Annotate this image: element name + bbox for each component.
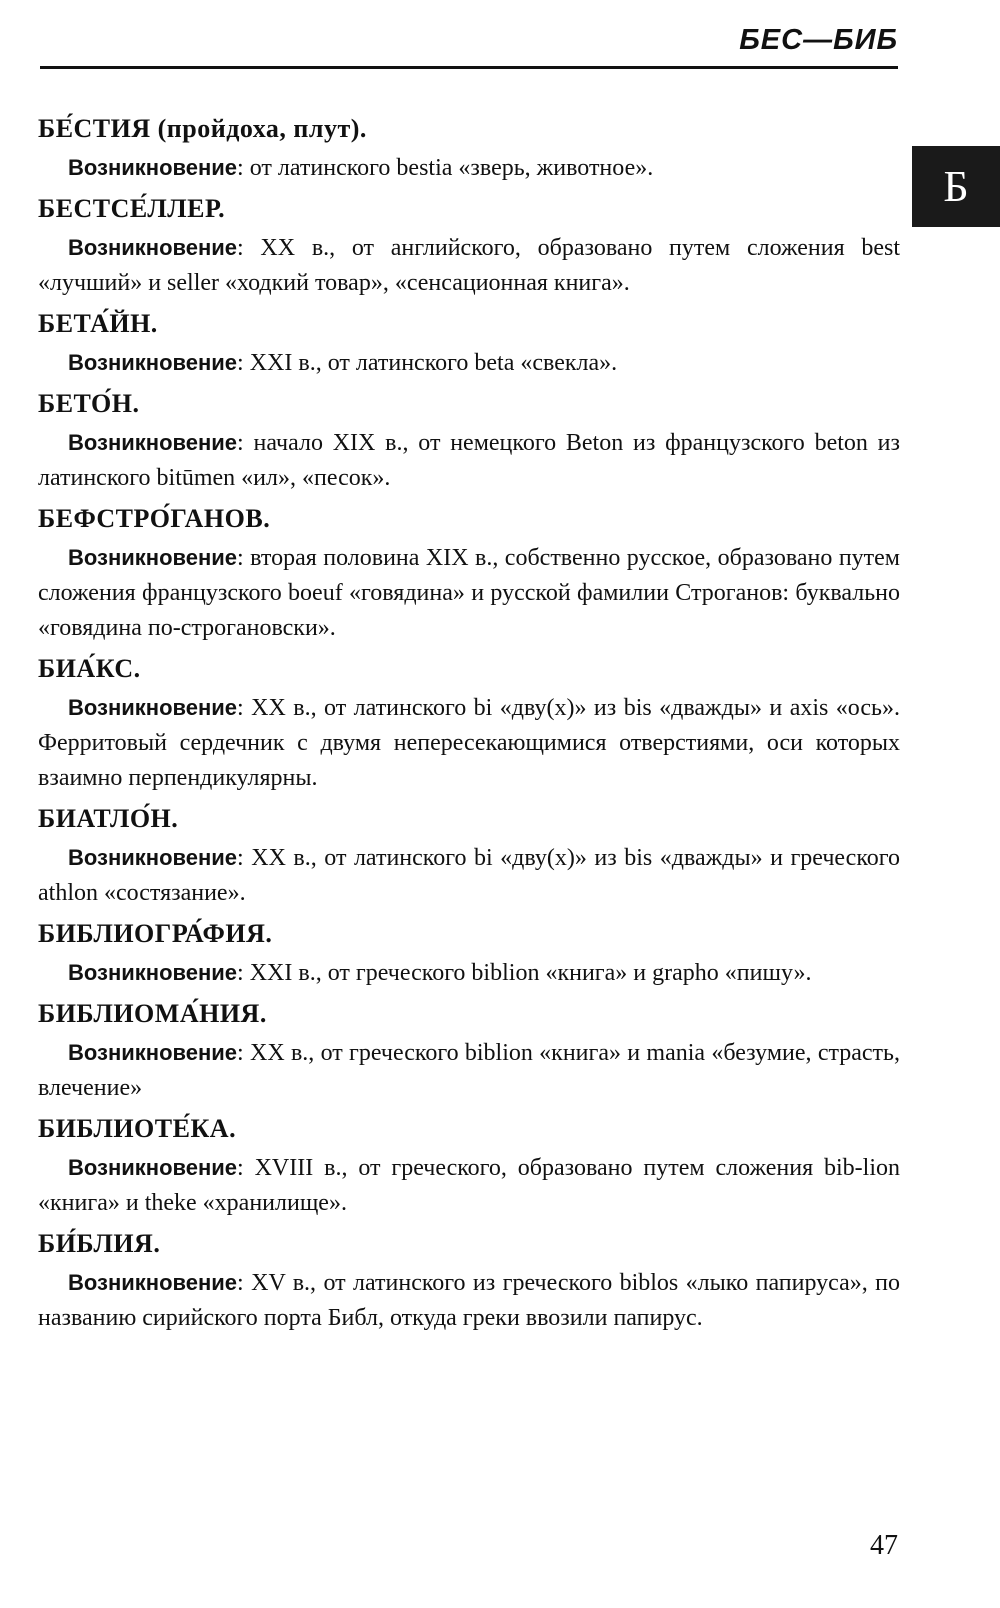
definition-text: : XVIII в., от греческого, образовано путем сложения bib-lion «книга» и theke «хранилище». xyxy=(38,1155,900,1216)
definition xyxy=(38,150,900,186)
origin-label: Возникновение xyxy=(68,430,238,455)
entry-biblioteka xyxy=(38,1112,900,1221)
headword: БИБЛИОТЕ́КА. xyxy=(38,1114,237,1143)
definition-text: : XX в., от латинского bi «дву(х)» из bis «дважды» и греческого athlon «состязание». xyxy=(38,845,900,906)
headword: БИБЛИОГРА́ФИЯ. xyxy=(38,919,273,948)
definition xyxy=(38,840,900,911)
definition xyxy=(38,1150,900,1221)
headword: БЕФСТРО́ГАНОВ. xyxy=(38,504,271,533)
definition-text: : XXI в., от греческого biblion «книга» и grapho «пишу». xyxy=(237,960,812,986)
origin-label: Возникновение xyxy=(68,545,238,570)
origin-label: Возникновение xyxy=(68,155,238,180)
header-rule xyxy=(40,66,898,69)
entry-beton xyxy=(38,387,900,496)
definition xyxy=(38,955,900,991)
definition-text: : XX в., от латинского bi «дву(х)» из bis «дважды» и axis «ось». Ферритовый сердечник с двумя непересекающимися отверстиями, оси которых взаимно перпендикулярны. xyxy=(38,695,900,791)
definition-text: : от латинского bestia «зверь, животное». xyxy=(237,155,654,181)
entry-bibliya xyxy=(38,1227,900,1336)
entry-bibliografiya xyxy=(38,917,900,991)
origin-label: Возникновение xyxy=(68,350,238,375)
entry-bestiya xyxy=(38,112,900,186)
running-head: БЕС—БИБ xyxy=(739,24,898,56)
definition xyxy=(38,230,900,301)
definition-text: : начало XIX в., от немецкого Beton из французского beton из латинского bitūmen «ил», «песок». xyxy=(38,430,900,491)
headword: БЕТО́Н. xyxy=(38,389,140,418)
headword: БЕ́СТИЯ (пройдоха, плут). xyxy=(38,114,367,143)
dictionary-entries xyxy=(38,112,900,1342)
origin-label: Возникновение xyxy=(68,695,238,720)
origin-label: Возникновение xyxy=(68,1155,238,1180)
headword: БЕСТСЕ́ЛЛЕР. xyxy=(38,194,226,223)
entry-biaks xyxy=(38,652,900,796)
definition-text: : XX в., от греческого biblion «книга» и mania «безумие, страсть, влечение» xyxy=(38,1040,900,1101)
headword: БИБЛИОМА́НИЯ. xyxy=(38,999,267,1028)
origin-label: Возникновение xyxy=(68,1270,238,1295)
definition xyxy=(38,540,900,646)
definition-text: : вторая половина XIX в., собственно русское, образовано путем сложения французского boeuf «говядина» и русской фамилии Строганов: буквально «говядина по-строгановски». xyxy=(38,545,900,641)
thumb-index-tab: Б xyxy=(912,146,1000,227)
definition xyxy=(38,1035,900,1106)
headword: БИ́БЛИЯ. xyxy=(38,1229,161,1258)
definition xyxy=(38,1265,900,1336)
entry-bibliomaniya xyxy=(38,997,900,1106)
origin-label: Возникновение xyxy=(68,1040,238,1065)
definition-text: : XX в., от английского, образовано путем сложения best «лучший» и seller «ходкий товар», «сенсационная книга». xyxy=(38,235,900,296)
origin-label: Возникновение xyxy=(68,960,238,985)
definition xyxy=(38,690,900,796)
entry-befstroganov xyxy=(38,502,900,646)
entry-biatlon xyxy=(38,802,900,911)
entry-betain xyxy=(38,307,900,381)
headword: БИА́КС. xyxy=(38,654,141,683)
definition-text: : XXI в., от латинского beta «свекла». xyxy=(237,350,618,376)
headword: БИАТЛО́Н. xyxy=(38,804,179,833)
page-number: 47 xyxy=(870,1530,898,1561)
headword: БЕТА́ЙН. xyxy=(38,309,158,338)
entry-bestseller xyxy=(38,192,900,301)
origin-label: Возникновение xyxy=(68,845,238,870)
origin-label: Возникновение xyxy=(68,235,238,260)
definition xyxy=(38,425,900,496)
definition-text: : XV в., от латинского из греческого biblos «лыко папируса», по названию сирийского порта Библ, откуда греки ввозили папирус. xyxy=(38,1270,900,1331)
definition xyxy=(38,345,900,381)
